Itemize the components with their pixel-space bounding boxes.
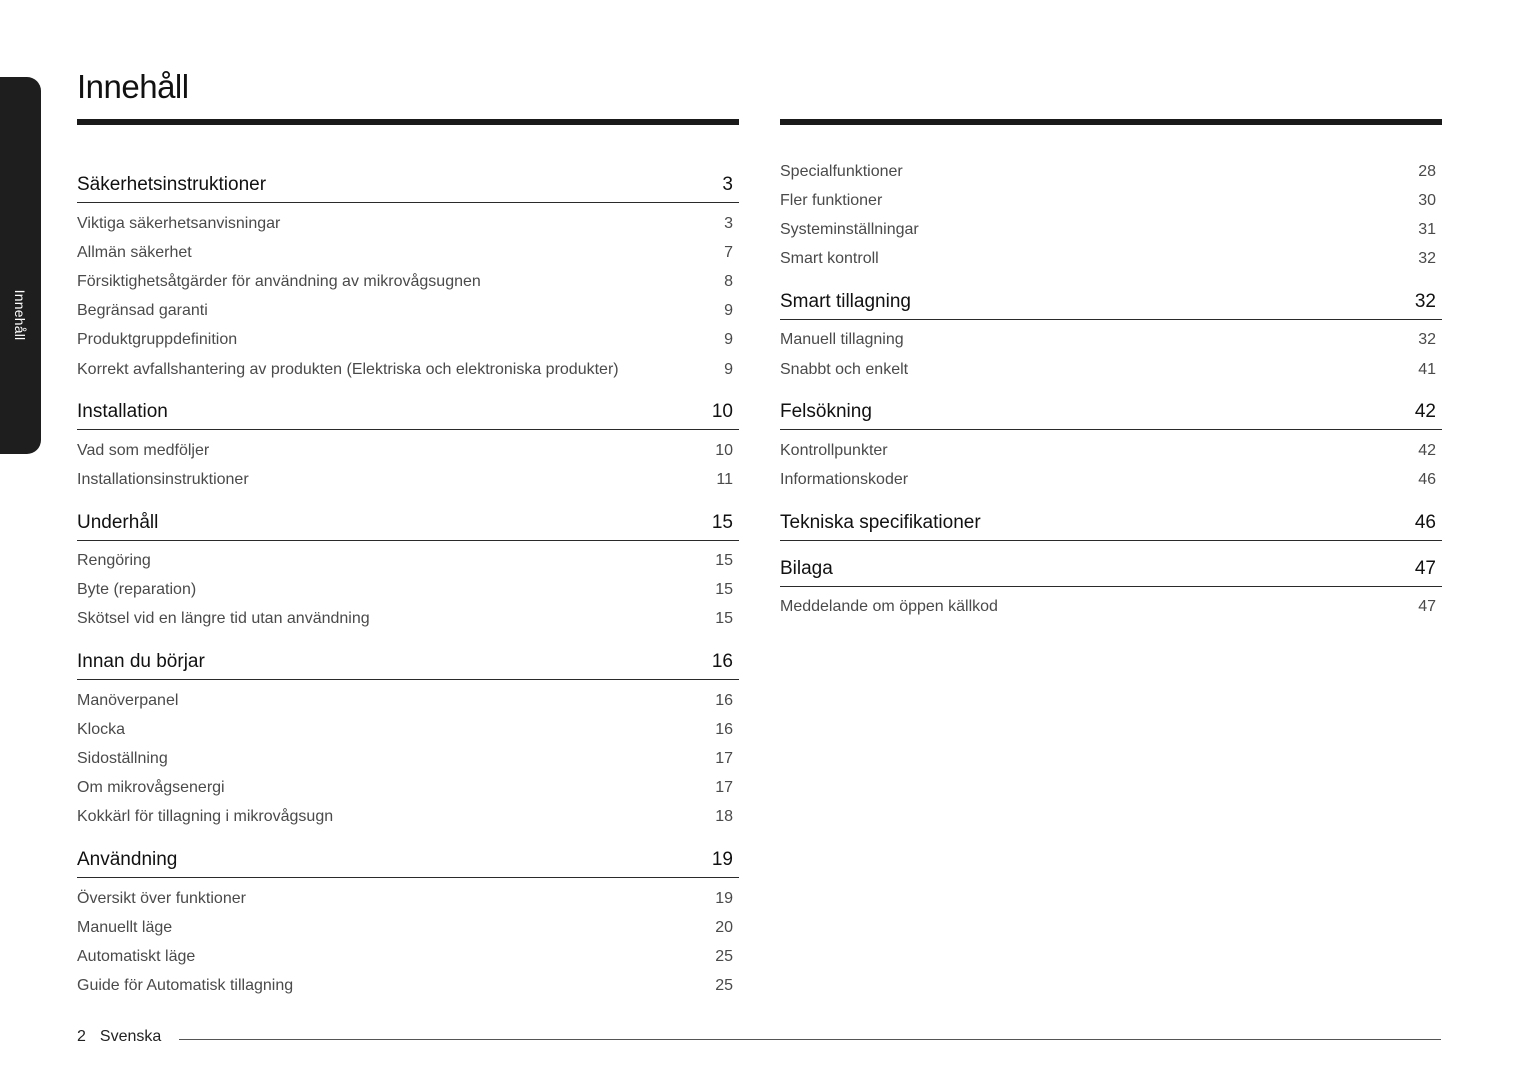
toc-section-title: Smart tillagning — [780, 290, 911, 312]
toc-entry-page: 32 — [1418, 250, 1436, 268]
toc-section-title: Tekniska specifikationer — [780, 511, 981, 533]
toc-entry-page: 15 — [715, 552, 733, 570]
toc-section-title: Felsökning — [780, 401, 872, 423]
toc-section-title: Säkerhetsinstruktioner — [77, 174, 267, 195]
toc-entry-page: 46 — [1418, 470, 1436, 488]
toc-left-column — [77, 119, 739, 1012]
toc-entry-label: Specialfunktioner — [780, 162, 903, 180]
toc-entry-label: Manöverpanel — [77, 691, 179, 709]
toc-entry-label: Manuellt läge — [77, 918, 173, 936]
toc-section-page: 10 — [711, 401, 733, 423]
toc-entry-page: 9 — [724, 331, 733, 349]
toc-entry-page: 41 — [1418, 360, 1436, 378]
toc-entry-label: Manuell tillagning — [780, 331, 904, 349]
toc-entry-page: 42 — [1418, 441, 1436, 459]
toc-entry[interactable] — [780, 215, 1442, 244]
toc-entry-label: Viktiga säkerhetsanvisningar — [77, 214, 281, 232]
toc-entry[interactable] — [780, 326, 1442, 355]
toc-entry-label: Skötsel vid en längre tid utan användning — [77, 610, 370, 628]
toc-entry[interactable] — [77, 209, 739, 238]
toc-sections — [77, 168, 739, 1001]
toc-entry-page: 3 — [724, 214, 733, 232]
toc-entry-label: Sidoställning — [77, 750, 168, 768]
footer-rule — [179, 1039, 1441, 1040]
toc-entry[interactable] — [77, 605, 739, 634]
toc-entry[interactable] — [77, 803, 739, 832]
toc-entry[interactable] — [77, 942, 739, 971]
toc-entry[interactable] — [77, 884, 739, 913]
toc-entry-label: Smart kontroll — [780, 250, 879, 268]
toc-entry-page: 15 — [715, 581, 733, 599]
toc-section-title: Installation — [77, 401, 168, 423]
toc-entry-label: Informationskoder — [780, 470, 909, 488]
toc-section-page: 47 — [1414, 557, 1436, 579]
toc-entry[interactable] — [77, 267, 739, 296]
toc-entry[interactable] — [77, 355, 739, 384]
toc-lead-items — [780, 157, 1442, 274]
toc-entry-page: 19 — [715, 889, 733, 907]
toc-entry-label: Automatiskt läge — [77, 947, 196, 965]
toc-entry-page: 31 — [1418, 220, 1436, 238]
toc-entry-page: 16 — [715, 720, 733, 738]
toc-entry-label: Klocka — [77, 720, 126, 738]
toc-section — [780, 552, 1442, 622]
toc-section — [780, 395, 1442, 494]
toc-section-header[interactable] — [780, 552, 1442, 587]
toc-entry-page: 16 — [715, 691, 733, 709]
toc-entry-label: Vad som medföljer — [77, 441, 210, 459]
toc-section-header[interactable] — [77, 645, 739, 680]
toc-entry-page: 28 — [1418, 162, 1436, 180]
toc-section — [77, 506, 739, 635]
toc-entry[interactable] — [77, 913, 739, 942]
toc-entry[interactable] — [780, 436, 1442, 465]
toc-entry[interactable] — [77, 715, 739, 744]
toc-entry[interactable] — [780, 157, 1442, 186]
toc-section-page: 15 — [711, 511, 733, 533]
toc-entry-page: 7 — [724, 243, 733, 261]
toc-section-page: 32 — [1414, 290, 1436, 312]
toc-section — [780, 506, 1442, 541]
toc-entry-page: 30 — [1418, 191, 1436, 209]
toc-entry-label: Installationsinstruktioner — [77, 470, 249, 488]
toc-section-title: Användning — [77, 849, 178, 870]
toc-entry[interactable] — [77, 686, 739, 715]
toc-entry-label: Fler funktioner — [780, 191, 883, 209]
toc-section-items — [780, 320, 1442, 384]
column-top-rule — [77, 119, 739, 125]
toc-section-title: Innan du börjar — [77, 651, 205, 673]
toc-entry[interactable] — [77, 576, 739, 605]
footer-language: Svenska — [99, 1028, 162, 1045]
toc-entry-label: Byte (reparation) — [77, 581, 197, 599]
toc-section-header[interactable] — [780, 395, 1442, 430]
toc-section-title: Underhåll — [77, 511, 159, 533]
toc-entry-page: 15 — [715, 610, 733, 628]
toc-entry-label: Begränsad garanti — [77, 302, 208, 320]
toc-entry[interactable] — [77, 547, 739, 576]
toc-section-page: 42 — [1414, 401, 1436, 423]
toc-entry[interactable] — [77, 465, 739, 494]
toc-section-items — [77, 878, 739, 1001]
toc-entry-label: Om mikrovågsenergi — [77, 779, 225, 797]
toc-entry-page: 20 — [715, 918, 733, 936]
toc-entry-page: 8 — [724, 272, 733, 290]
toc-entry-label: Systeminställningar — [780, 220, 919, 238]
toc-section-page: 46 — [1414, 511, 1436, 533]
toc-entry[interactable] — [77, 297, 739, 326]
toc-entry-label: Kontrollpunkter — [780, 441, 888, 459]
toc-section-items — [780, 430, 1442, 494]
toc-entry[interactable] — [77, 436, 739, 465]
toc-section — [77, 645, 739, 832]
toc-entry-label: Kokkärl för tillagning i mikrovågsugn — [77, 808, 334, 826]
toc-entry-label: Översikt över funktioner — [77, 889, 246, 907]
toc-section-items — [77, 541, 739, 635]
toc-entry-page: 25 — [715, 977, 733, 995]
page-title: Innehåll — [77, 68, 189, 105]
toc-section-header[interactable] — [77, 395, 739, 430]
toc-section — [780, 285, 1442, 384]
toc-right-sections — [780, 285, 1442, 622]
toc-entry[interactable] — [77, 744, 739, 773]
toc-entry-page: 11 — [716, 470, 733, 488]
toc-section-title: Bilaga — [780, 557, 833, 579]
toc-section-header[interactable] — [780, 506, 1442, 541]
side-tab[interactable] — [0, 77, 41, 454]
toc-section — [77, 395, 739, 494]
toc-section — [77, 843, 739, 1001]
toc-section-header[interactable] — [77, 168, 739, 203]
toc-entry[interactable] — [77, 326, 739, 355]
toc-entry-page: 17 — [715, 750, 733, 768]
footer-page-number: 2 — [77, 1028, 86, 1045]
toc-section-items — [780, 587, 1442, 622]
toc-section-items — [77, 430, 739, 494]
toc-section-page: 19 — [711, 849, 733, 870]
column-top-rule — [780, 119, 1442, 125]
page-footer — [77, 1027, 1441, 1047]
toc-entry-page: 25 — [715, 947, 733, 965]
toc-right-column — [780, 119, 1442, 633]
toc-entry-label: Allmän säkerhet — [77, 243, 192, 261]
toc-sections — [780, 157, 1442, 622]
toc-section-items — [77, 680, 739, 832]
toc-entry-page: 47 — [1418, 598, 1436, 616]
toc-entry-page: 9 — [724, 302, 733, 320]
toc-entry[interactable] — [77, 238, 739, 267]
toc-entry-label: Snabbt och enkelt — [780, 360, 909, 378]
toc-entry[interactable] — [77, 774, 739, 803]
toc-entry-label: Meddelande om öppen källkod — [780, 598, 998, 616]
toc-entry[interactable] — [780, 186, 1442, 215]
toc-entry-label: Försiktighetsåtgärder för användning av mikrovågsugnen — [77, 272, 481, 290]
toc-entry-page: 10 — [715, 441, 733, 459]
toc-entry-label: Korrekt avfallshantering av produkten (Elektriska och elektroniska produkter) — [77, 360, 619, 378]
toc-entry[interactable] — [780, 355, 1442, 384]
toc-entry-page: 17 — [715, 779, 733, 797]
toc-section-page: 3 — [722, 174, 733, 195]
toc-section-header[interactable] — [77, 506, 739, 541]
toc-entry-label: Produktgruppdefinition — [77, 331, 238, 349]
toc-entry[interactable] — [780, 593, 1442, 622]
toc-section-header[interactable] — [780, 285, 1442, 320]
toc-section-header[interactable] — [77, 843, 739, 878]
toc-entry-page: 9 — [724, 360, 733, 378]
toc-entry[interactable] — [780, 465, 1442, 494]
side-tab-label: Innehåll — [12, 289, 28, 341]
toc-entry[interactable] — [77, 972, 739, 1001]
toc-entry-page: 18 — [715, 808, 733, 826]
toc-entry-label: Rengöring — [77, 552, 151, 570]
toc-section-page: 16 — [711, 651, 733, 673]
toc-entry-label: Guide för Automatisk tillagning — [77, 977, 294, 995]
toc-entry-page: 32 — [1418, 331, 1436, 349]
toc-entry[interactable] — [780, 245, 1442, 274]
toc-section-items — [77, 203, 739, 384]
toc-section — [77, 168, 739, 384]
